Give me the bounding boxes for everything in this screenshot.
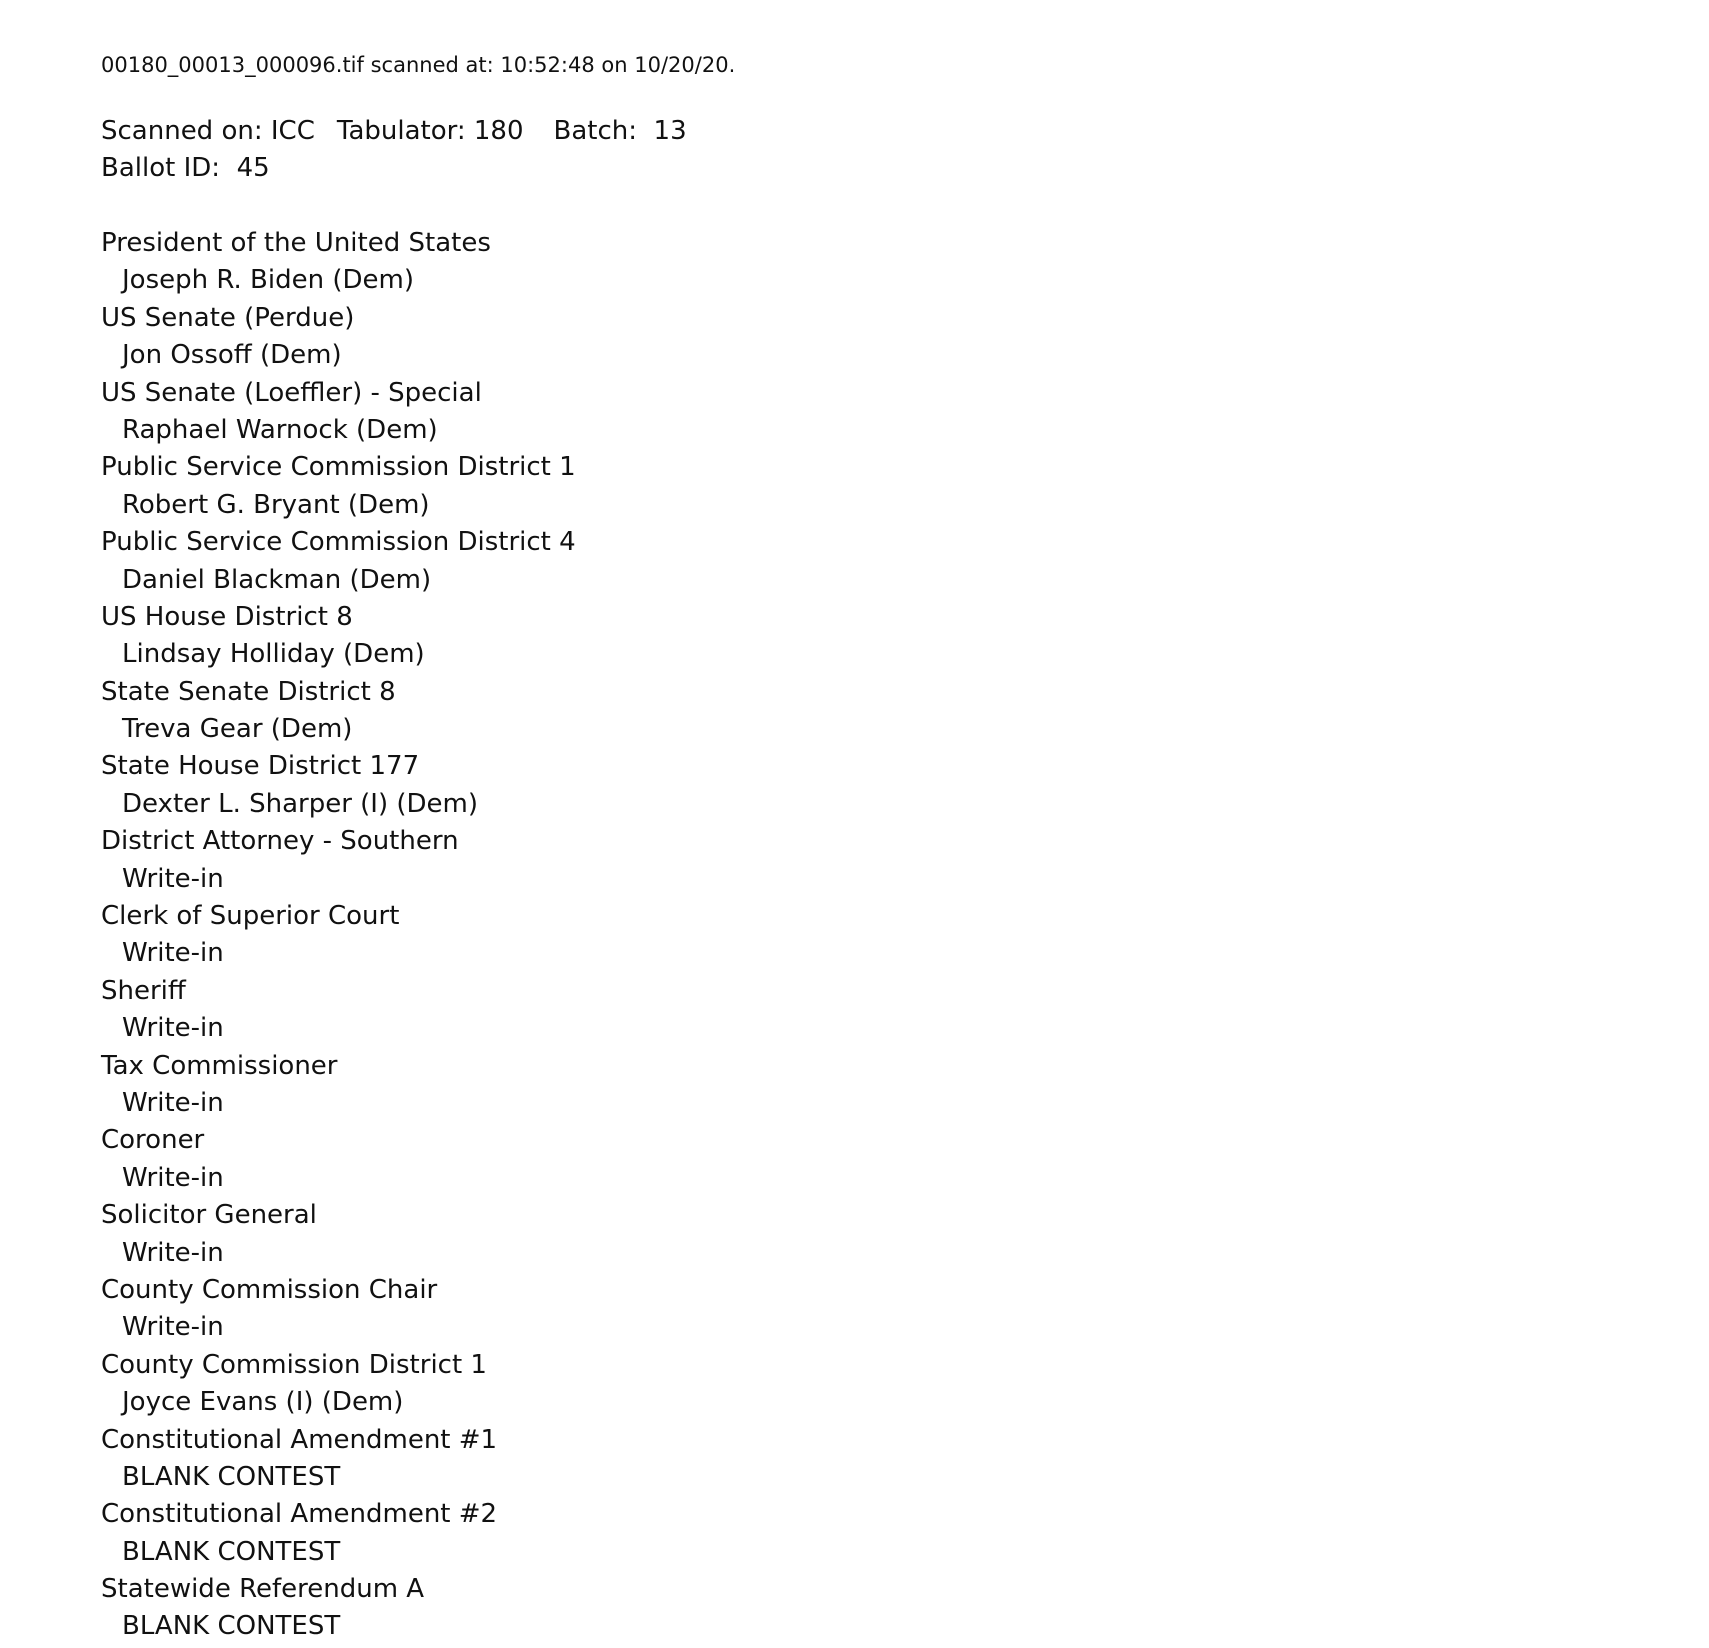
scan-date: 10/20/20.	[634, 53, 736, 77]
scan-time: 10:52:48	[500, 53, 595, 77]
contest-item	[101, 748, 576, 823]
contest-choice: Robert G. Bryant (Dem)	[122, 489, 430, 520]
contest-name: County Commission Chair	[101, 1274, 438, 1305]
contest-choice: Write-in	[122, 938, 224, 969]
contest-name: State House District 177	[101, 751, 420, 782]
contest-name: President of the United States	[101, 228, 491, 258]
contest-name: Public Service Commission District 4	[101, 527, 576, 558]
contest-choice: Write-in	[122, 1087, 224, 1118]
scanned-at-label: scanned at:	[370, 53, 494, 77]
scan-filename: 00180_00013_000096.tif	[101, 53, 364, 77]
contest-choice: Lindsay Holliday (Dem)	[122, 639, 425, 670]
contest-item	[101, 973, 576, 1048]
contest-item	[101, 1571, 576, 1646]
contest-item	[101, 1496, 576, 1571]
contest-name: Constitutional Amendment #2	[101, 1499, 498, 1530]
contest-item	[101, 449, 576, 524]
contest-choice: BLANK CONTEST	[122, 1536, 341, 1567]
contest-item	[101, 599, 576, 674]
contest-item	[101, 375, 576, 450]
contest-choice: Joyce Evans (I) (Dem)	[122, 1387, 404, 1418]
contest-choice: Daniel Blackman (Dem)	[122, 564, 432, 595]
contest-choice: Joseph R. Biden (Dem)	[122, 265, 414, 296]
contest-choice: BLANK CONTEST	[122, 1461, 341, 1492]
contest-name: Clerk of Superior Court	[101, 901, 400, 932]
contest-choice: Write-in	[122, 1013, 224, 1044]
contest-item	[101, 1272, 576, 1347]
tabulator-value: 180	[473, 116, 524, 146]
contest-item	[101, 1347, 576, 1422]
contest-name: Coroner	[101, 1125, 205, 1156]
batch-label: Batch:	[553, 116, 638, 146]
contest-name: Tax Commissioner	[101, 1050, 338, 1081]
scanned-on-label: Scanned on:	[101, 116, 263, 146]
contest-name: Statewide Referendum A	[101, 1574, 425, 1605]
contest-list	[101, 225, 576, 1646]
contest-choice: Dexter L. Sharper (I) (Dem)	[122, 788, 479, 819]
batch-value: 13	[653, 116, 687, 146]
contest-choice: Write-in	[122, 863, 224, 894]
contest-item	[101, 1122, 576, 1197]
contest-name: US Senate (Perdue)	[101, 302, 355, 333]
ballot-id-label: Ballot ID:	[101, 153, 221, 183]
contest-item	[101, 674, 576, 749]
contest-item	[101, 898, 576, 973]
contest-choice: Write-in	[122, 1162, 224, 1193]
contest-choice: Write-in	[122, 1237, 224, 1268]
contest-choice: Write-in	[122, 1312, 224, 1343]
contest-choice: Raphael Warnock (Dem)	[122, 414, 438, 445]
tabulator-label: Tabulator:	[336, 116, 466, 146]
contest-choice: BLANK CONTEST	[122, 1611, 341, 1642]
contest-name: County Commission District 1	[101, 1349, 487, 1380]
contest-choice: Treva Gear (Dem)	[122, 714, 353, 745]
scan-header	[101, 50, 735, 80]
contest-choice: Jon Ossoff (Dem)	[122, 340, 342, 371]
contest-name: US Senate (Loeffler) - Special	[101, 377, 482, 408]
scanned-on-value: ICC	[270, 116, 315, 146]
contest-item	[101, 1197, 576, 1272]
contest-item	[101, 823, 576, 898]
contest-item	[101, 1422, 576, 1497]
meta-row-ballot-id	[101, 150, 687, 187]
contest-name: US House District 8	[101, 601, 353, 632]
contest-name: Sheriff	[101, 975, 186, 1006]
contest-name: Public Service Commission District 1	[101, 452, 576, 483]
contest-name: Solicitor General	[101, 1200, 317, 1231]
contest-name: State Senate District 8	[101, 676, 396, 707]
ballot-meta	[101, 113, 687, 187]
ballot-id-value: 45	[236, 153, 270, 183]
contest-item	[101, 225, 576, 300]
scan-on-label: on	[601, 53, 628, 77]
contest-name: Constitutional Amendment #1	[101, 1424, 498, 1455]
contest-name: District Attorney - Southern	[101, 826, 459, 857]
contest-item	[101, 300, 576, 375]
contest-item	[101, 1048, 576, 1123]
meta-row-scan	[101, 113, 687, 150]
contest-item	[101, 524, 576, 599]
